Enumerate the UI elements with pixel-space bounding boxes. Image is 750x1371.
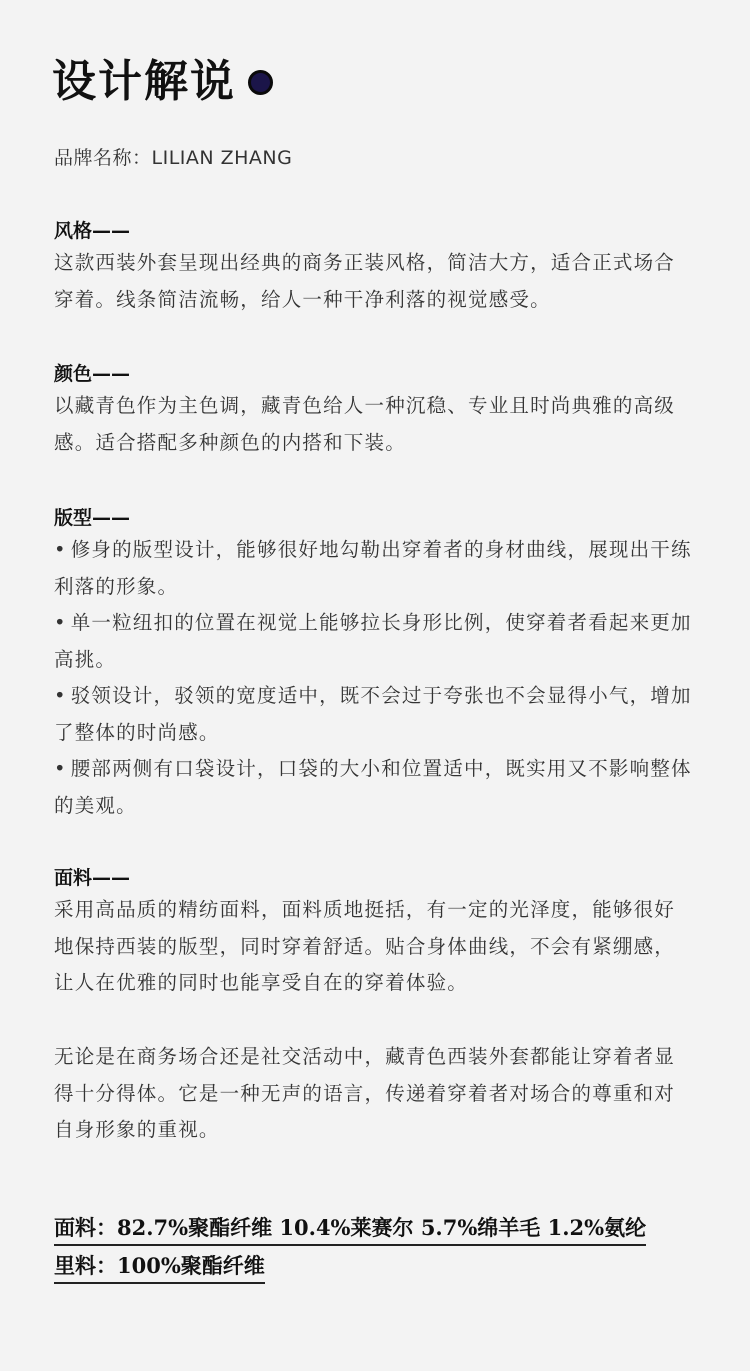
section-style [54,217,714,318]
bullet-continuation: 的美观。 [54,793,137,817]
section-fabric [54,864,714,1002]
outer-fabric-composition: 面料：82.7%聚酯纤维 10.4%莱赛尔 5.7%绵羊毛 1.2%氨纶 [54,1213,646,1246]
bullet-line [54,605,714,642]
section-summary [54,1039,714,1149]
paragraph-line: 自身形象的重视。 [54,1118,220,1141]
page-title [52,54,273,110]
brand-name: 品牌名称：LILIAN ZHANG [54,147,293,169]
bullet-continuation: 了整体的时尚感。 [54,720,220,744]
paragraph-line: 感。适合搭配多种颜色的内搭和下装。 [54,430,406,454]
paragraph-line: 这款西装外套呈现出经典的商务正装风格，简洁大方，适合正式场合 [54,251,676,274]
bullet-text: 单一粒纽扣的位置在视觉上能够拉长身形比例，使穿着者看起来更加 [70,611,692,634]
bullet-line [54,532,714,569]
section-heading: 风格—— [54,220,131,242]
paragraph-line: 穿着。线条简洁流畅，给人一种干净利落的视觉感受。 [54,287,551,311]
bullet-icon: • [54,538,67,561]
paragraph-line: 得十分得体。它是一种无声的语言，传递着穿着者对场合的尊重和对 [54,1081,676,1105]
navy-dot-icon [248,70,273,95]
section-color [54,360,714,461]
bullet-icon: • [54,684,67,707]
bullet-continuation: 高挑。 [54,647,117,671]
section-fit [54,504,714,824]
bullet-icon: • [54,757,67,780]
page-title-text: 设计解说 [52,56,236,107]
section-heading: 颜色—— [54,363,131,385]
paragraph-line: 采用高品质的精纺面料，面料质地挺括，有一定的光泽度，能够很好 [54,898,676,921]
bullet-line [54,751,714,788]
bullet-continuation: 利落的形象。 [54,574,179,598]
paragraph-line: 以藏青色作为主色调，藏青色给人一种沉稳、专业且时尚典雅的高级 [54,394,676,417]
lining-fabric-composition: 里料：100%聚酯纤维 [54,1251,265,1284]
bullet-text: 腰部两侧有口袋设计，口袋的大小和位置适中，既实用又不影响整体 [70,757,692,780]
bullet-icon: • [54,611,67,634]
section-heading: 面料—— [54,867,131,889]
paragraph-line: 让人在优雅的同时也能享受自在的穿着体验。 [54,971,469,994]
paragraph-line: 地保持西装的版型，同时穿着舒适。贴合身体曲线，不会有紧绷感， [54,934,676,958]
bullet-text: 修身的版型设计，能够很好地勾勒出穿着者的身材曲线，展现出干练 [70,538,692,561]
paragraph-line: 无论是在商务场合还是社交活动中，藏青色西装外套都能让穿着者显 [54,1045,676,1068]
bullet-text: 驳领设计，驳领的宽度适中，既不会过于夸张也不会显得小气，增加 [70,684,692,707]
section-heading: 版型—— [54,507,131,529]
bullet-line [54,678,714,715]
